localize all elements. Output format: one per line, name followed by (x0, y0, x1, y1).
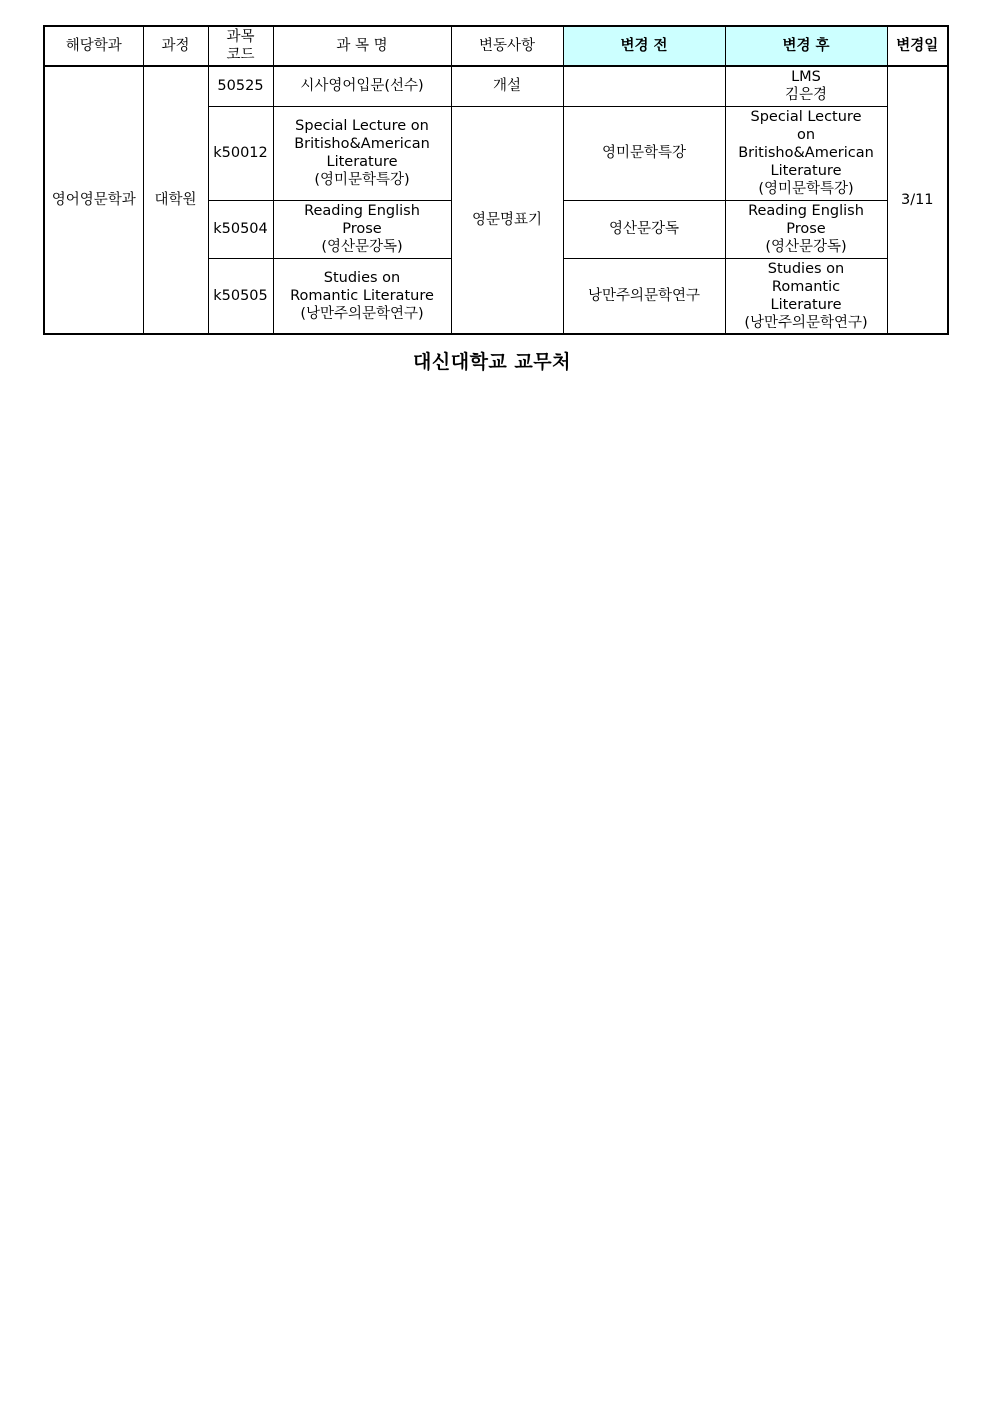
after-line: (영미문학특강) (758, 181, 854, 197)
after-line: (영산문강독) (765, 239, 847, 255)
after-line: (낭만주의문학연구) (744, 314, 868, 331)
header-change-type: 변동사항 (451, 26, 563, 66)
header-after: 변경 후 (725, 26, 887, 66)
course-code-cell: k50504 (208, 200, 273, 258)
course-name-line: 시사영어입문(선수) (300, 78, 424, 95)
header-row (44, 26, 948, 66)
after-cell (725, 258, 887, 334)
after-cell (725, 106, 887, 200)
before-cell (563, 106, 725, 200)
before-cell (563, 66, 725, 106)
course-name-line: (낭만주의문학연구) (300, 305, 424, 322)
before-cell (563, 200, 725, 258)
change-type-cell: 개설 (451, 66, 563, 106)
course-code-cell: k50505 (208, 258, 273, 334)
course-name-line: Studies on (323, 269, 401, 286)
course-name-line: Romantic Literature (290, 287, 434, 304)
course-change-table (43, 25, 949, 335)
before-line: 영산문강독 (608, 221, 680, 237)
course-name-cell (273, 200, 451, 258)
header-change-date: 변경일 (887, 26, 948, 66)
footer-office-name: 대신대학교 교무처 (413, 351, 571, 373)
course-code-cell: 50525 (208, 66, 273, 106)
course-name-line: Prose (342, 221, 382, 237)
course-name-line: Reading English (304, 203, 420, 219)
course-code-cell: k50012 (208, 106, 273, 200)
header-before: 변경 전 (563, 26, 725, 66)
after-line: 김은경 (784, 87, 828, 104)
course-name-line: (영미문학특강) (314, 172, 410, 188)
course-name-cell (273, 66, 451, 106)
after-line: Literature (770, 296, 842, 313)
change-date-cell: 3/11 (887, 66, 948, 334)
course-name-line: (영산문강독) (321, 239, 403, 255)
before-line: 낭만주의문학연구 (587, 287, 701, 304)
after-line: LMS (791, 69, 821, 86)
after-line: Romantic (771, 278, 841, 295)
header-program: 과정 (143, 26, 208, 66)
course-name-line: Special Lecture on (295, 118, 429, 134)
after-line: Studies on (767, 260, 845, 277)
header-course-code (208, 26, 273, 66)
after-line: Special Lecture (750, 109, 862, 125)
program-cell: 대학원 (143, 66, 208, 334)
header-code-line2: 코드 (226, 47, 255, 63)
before-line: 영미문학특강 (601, 145, 687, 161)
course-name-line: Literature (326, 154, 398, 170)
before-cell (563, 258, 725, 334)
header-course-name: 과 목 명 (273, 26, 451, 66)
department-cell: 영어영문학과 (44, 66, 143, 334)
after-cell (725, 66, 887, 106)
after-line: Literature (770, 163, 842, 179)
after-line: Britisho&American (738, 145, 874, 161)
header-code-line1: 과목 (226, 29, 255, 45)
course-name-cell (273, 258, 451, 334)
header-department: 해당학과 (44, 26, 143, 66)
after-line: Reading English (748, 203, 864, 219)
after-line: Prose (786, 221, 826, 237)
course-name-cell (273, 106, 451, 200)
after-line: on (796, 127, 816, 143)
after-cell (725, 200, 887, 258)
merged-change-type-cell: 영문명표기 (451, 106, 563, 334)
course-name-line: Britisho&American (294, 136, 430, 152)
table-row (44, 66, 948, 106)
